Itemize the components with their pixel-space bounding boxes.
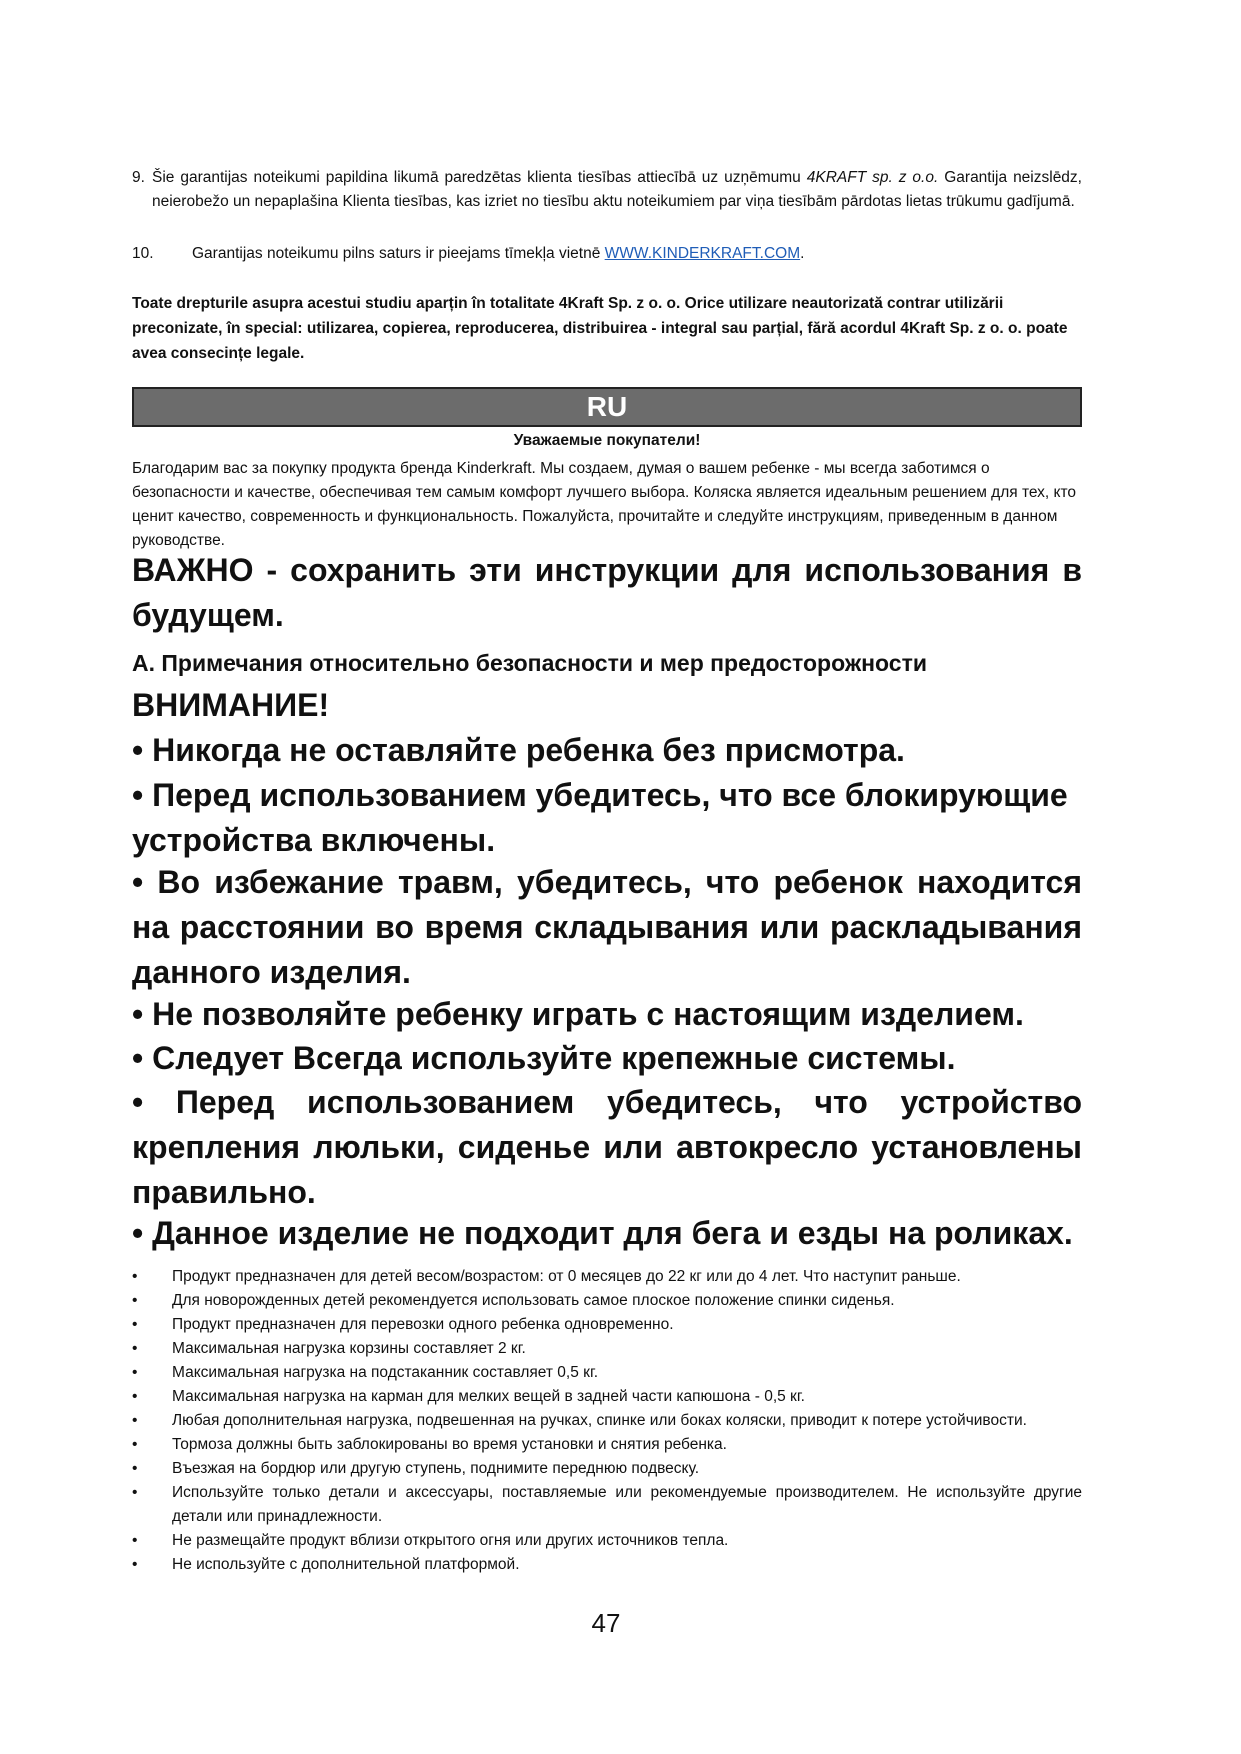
warning-item: • Данное изделие не подходит для бега и езды на роликах.: [132, 1215, 1073, 1251]
copyright-notice: Toate drepturile asupra acestui studiu aparțin în totalitate 4Kraft Sp. z o. o. Orice utilizare neautorizată contrar utilizării preconizate, în special: utilizarea, copierea, reproducerea, distribuirea - integral sau parțial, fără acordul 4Kraft Sp. z o. o. poate avea consecințe legale.: [132, 295, 1068, 362]
item-number: 9.: [132, 169, 145, 186]
list-item: • Тормоза должны быть заблокированы во время установки и снятия ребенка.: [132, 1433, 1082, 1457]
list-item: • Любая дополнительная нагрузка, подвешенная на ручках, спинке или боках коляски, приводит к потере устойчивости.: [132, 1409, 1082, 1433]
item-text: Garantijas noteikumu pilns saturs ir pieejams tīmekļa vietnē WWW.KINDERKRAFT.COM.: [192, 245, 805, 262]
bullet-icon: •: [132, 1484, 138, 1501]
safety-bullet-list: [132, 1265, 1082, 1577]
list-item: • Максимальная нагрузка корзины составляет 2 кг.: [132, 1337, 1082, 1361]
warranty-item-10: [132, 242, 1082, 266]
list-item: • Не используйте с дополнительной платформой.: [132, 1553, 1082, 1577]
bullet-icon: •: [132, 1556, 138, 1573]
bullet-icon: •: [132, 1340, 138, 1357]
warning-item: • Во избежание травм, убедитесь, что ребенок находится на расстоянии во время складывания или раскладывания данного изделия.: [132, 864, 1082, 990]
bullet-icon: •: [132, 1292, 138, 1309]
important-heading: ВАЖНО - сохранить эти инструкции для использования в будущем.: [132, 552, 1082, 633]
warning-item: • Перед использованием убедитесь, что все блокирующие устройства включены.: [132, 777, 1068, 858]
section-a-heading: A. Примечания относительно безопасности и мер предосторожности: [132, 650, 927, 676]
item-number: 10.: [132, 245, 154, 262]
bullet-icon: •: [132, 1412, 138, 1429]
list-item: • Для новорожденных детей рекомендуется использовать самое плоское положение спинки сиденья.: [132, 1289, 1082, 1313]
list-item: • Максимальная нагрузка на подстаканник составляет 0,5 кг.: [132, 1361, 1082, 1385]
greeting-text: Благодарим вас за покупку продукта бренда Kinderkraft. Мы создаем, думая о вашем ребенке - мы всегда заботимся о безопасности и качестве, обеспечивая тем самым комфорт лучшего выбора. Коляска является идеальным решением для тех, кто ценит качество, современность и функциональность. Пожалуйста, прочитайте и следуйте инструкциям, приведенным в данном руководстве.: [132, 460, 1077, 549]
warning-item: • Следует Всегда используйте крепежные системы.: [132, 1040, 956, 1076]
list-item: • Не размещайте продукт вблизи открытого огня или других источников тепла.: [132, 1529, 1082, 1553]
greeting-title: Уважаемые покупатели!: [513, 432, 701, 449]
list-item: • Въезжая на бордюр или другую ступень, поднимите переднюю подвеску.: [132, 1457, 1082, 1481]
page-number: 47: [591, 1608, 621, 1638]
warranty-item-9: [132, 166, 1082, 214]
bullet-icon: •: [132, 1460, 138, 1477]
bullet-icon: •: [132, 1532, 138, 1549]
list-item: • Продукт предназначен для детей весом/возрастом: от 0 месяцев до 22 кг или до 4 лет. Что наступит раньше.: [132, 1265, 1082, 1289]
item-text: Šie garantijas noteikumi papildina likumā paredzētas klienta tiesības attiecībā uz uzņēmumu 4KRAFT sp. z o.o. Garantija neizslēdz, neierobežo un nepaplašina Klienta tiesības, kas izriet no tiesību aktu noteikumiem par viņa tiesībām pārdotas lietas trūkumu gadījumā.: [152, 169, 1082, 210]
warning-item: • Не позволяйте ребенку играть с настоящим изделием.: [132, 996, 1024, 1032]
list-item: • Используйте только детали и аксессуары, поставляемые или рекомендуемые производителем. Не используйте другие детали или принадлежности.: [132, 1481, 1082, 1529]
bullet-icon: •: [132, 1388, 138, 1405]
kinderkraft-link[interactable]: WWW.KINDERKRAFT.COM: [604, 245, 801, 262]
warning-item: • Никогда не оставляйте ребенка без присмотра.: [132, 732, 905, 768]
language-section-bar: RU: [132, 387, 1082, 427]
attention-heading: ВНИМАНИЕ!: [132, 687, 330, 723]
bullet-icon: •: [132, 1364, 138, 1381]
list-item: • Продукт предназначен для перевозки одного ребенка одновременно.: [132, 1313, 1082, 1337]
warning-item: • Перед использованием убедитесь, что устройство крепления люльки, сиденье или автокресло установлены правильно.: [132, 1084, 1082, 1210]
company-name: 4KRAFT sp. z o.o.: [806, 169, 939, 186]
list-item: • Максимальная нагрузка на карман для мелких вещей в задней части капюшона - 0,5 кг.: [132, 1385, 1082, 1409]
bullet-icon: •: [132, 1268, 138, 1285]
bullet-icon: •: [132, 1436, 138, 1453]
bullet-icon: •: [132, 1316, 138, 1333]
